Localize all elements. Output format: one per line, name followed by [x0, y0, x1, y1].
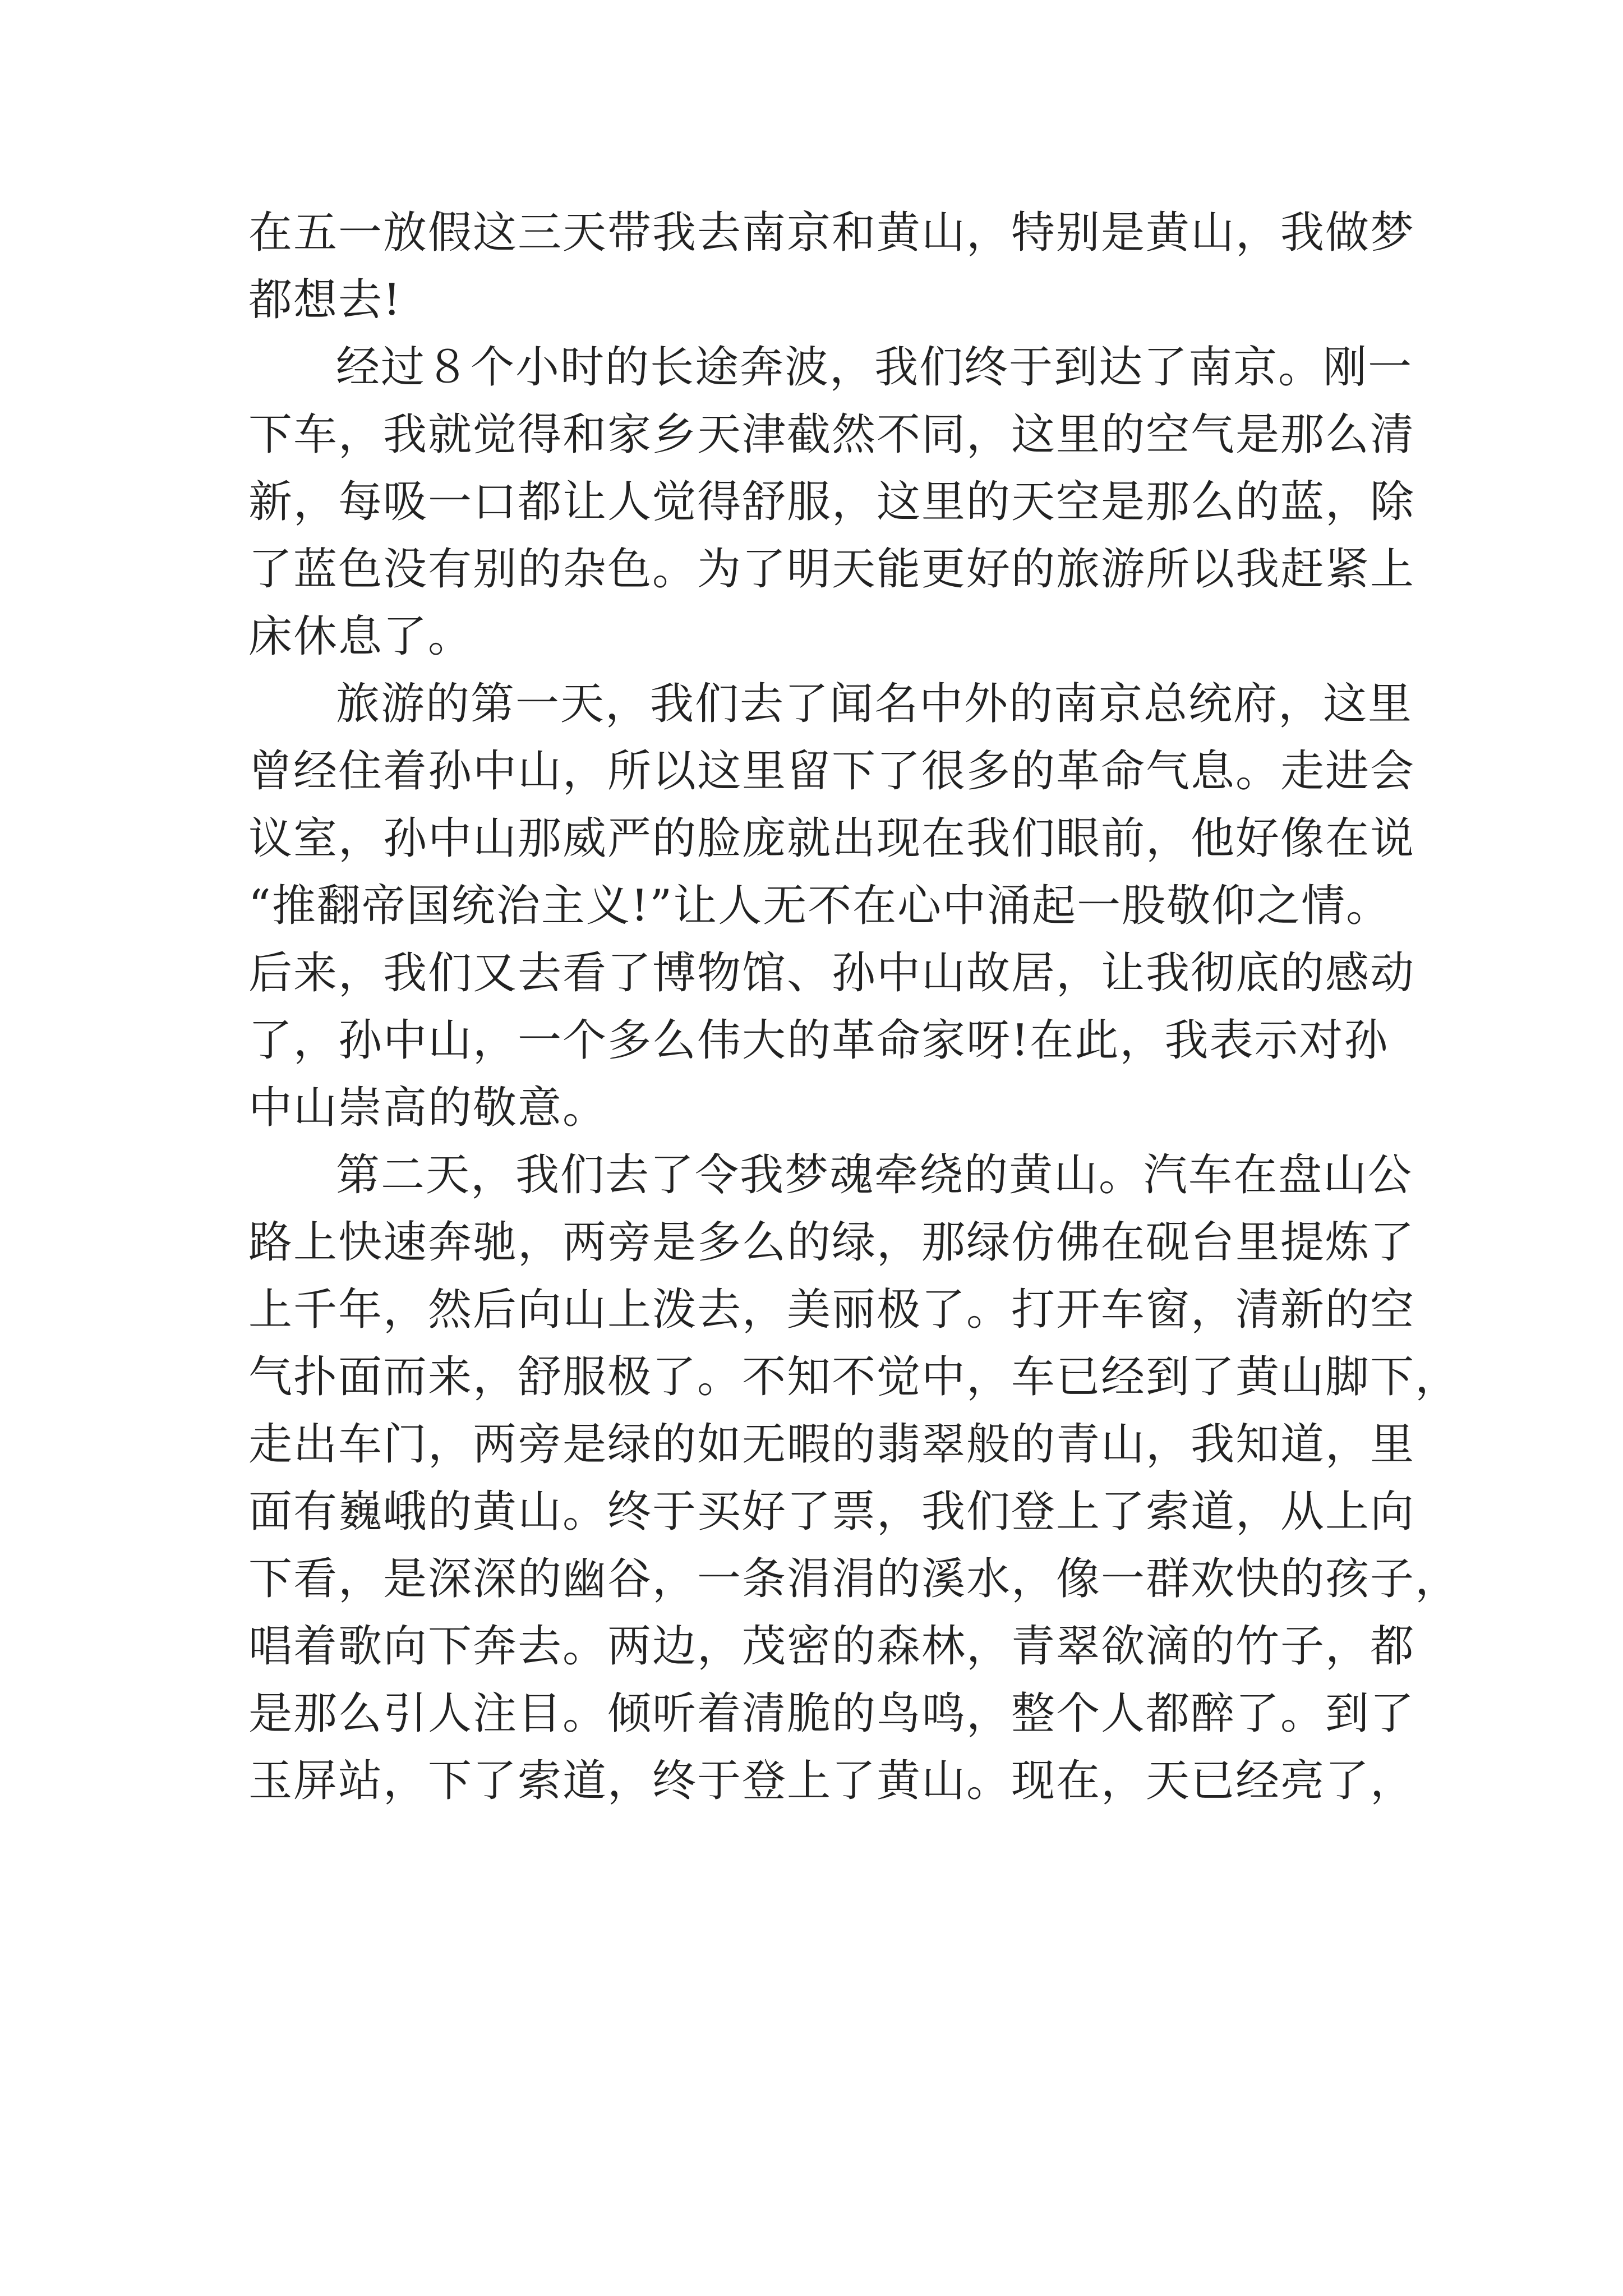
paragraph-start-line: 经过８个小时的长途奔波，我们终于到达了南京。刚一 [336, 342, 1413, 393]
text-line: 走出车门，两旁是绿的如无暇的翡翠般的青山，我知道，里 [248, 1419, 1415, 1470]
text-line: 气扑面而来，舒服极了。不知不觉中，车已经到了黄山脚下， [248, 1352, 1460, 1402]
paragraph-start-line: 旅游的第一天，我们去了闻名中外的南京总统府，这里 [336, 679, 1413, 729]
text-line: 床休息了。 [248, 611, 473, 662]
text-line: 下看，是深深的幽谷，一条涓涓的溪水，像一群欢快的孩子， [248, 1554, 1460, 1604]
text-line: 是那么引人注目。倾听着清脆的鸟鸣，整个人都醉了。到了 [248, 1688, 1415, 1739]
text-line: 中山崇高的敬意。 [248, 1083, 608, 1133]
paragraph-start-line: 第二天，我们去了令我梦魂牵绕的黄山。汽车在盘山公 [336, 1150, 1413, 1200]
text-line: 面有巍峨的黄山。终于买好了票，我们登上了索道，从上向 [248, 1487, 1415, 1537]
text-line: 曾经住着孙中山，所以这里留下了很多的革命气息。走进会 [248, 746, 1415, 797]
text-line: 在五一放假这三天带我去南京和黄山，特别是黄山，我做梦 [248, 208, 1415, 258]
text-line: 都想去! [248, 275, 402, 325]
text-line: 议室，孙中山那威严的脸庞就出现在我们眼前，他好像在说 [248, 813, 1415, 864]
text-line: 唱着歌向下奔去。两边，茂密的森林，青翠欲滴的竹子，都 [248, 1621, 1415, 1672]
text-line: 了蓝色没有别的杂色。为了明天能更好的旅游所以我赶紧上 [248, 544, 1415, 595]
text-line: 路上快速奔驰，两旁是多么的绿，那绿仿佛在砚台里提炼了 [248, 1217, 1415, 1268]
text-line: “推翻帝国统治主义!”让人无不在心中涌起一股敬仰之情。 [248, 881, 1391, 931]
text-line: 上千年，然后向山上泼去，美丽极了。打开车窗，清新的空 [248, 1285, 1415, 1335]
text-line: 玉屏站，下了索道，终于登上了黄山。现在，天已经亮了， [248, 1756, 1415, 1806]
text-line: 下车，我就觉得和家乡天津截然不同，这里的空气是那么清 [248, 409, 1415, 460]
text-line: 后来，我们又去看了博物馆、孙中山故居，让我彻底的感动 [248, 948, 1415, 999]
text-line: 新，每吸一口都让人觉得舒服，这里的天空是那么的蓝，除 [248, 477, 1415, 527]
body-text [248, 199, 1460, 1815]
text-line: 了，孙中山，一个多么伟大的革命家呀!在此，我表示对孙 [248, 1015, 1389, 1066]
